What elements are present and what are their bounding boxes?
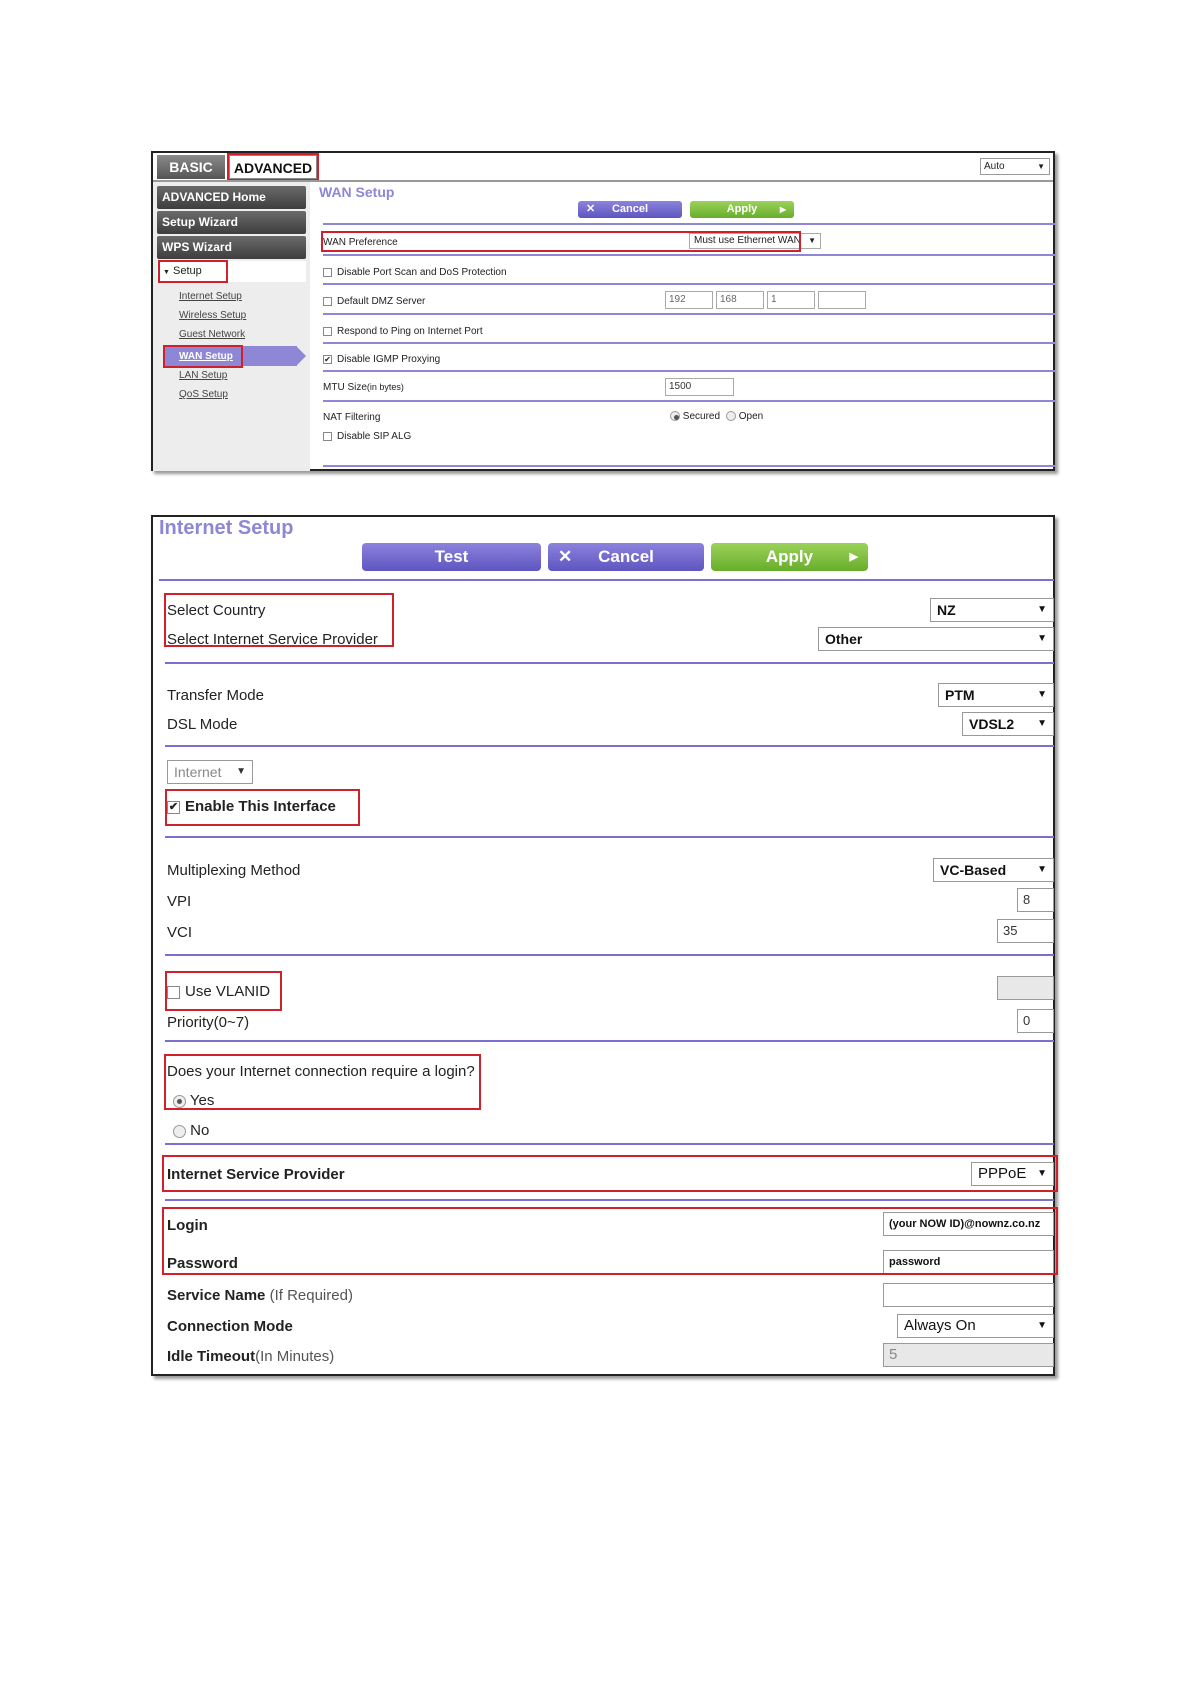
sidebar-link-guest-network[interactable]: Guest Network [179, 329, 246, 340]
tab-basic[interactable]: BASIC [157, 155, 225, 179]
chevron-down-icon: ▼ [1037, 718, 1047, 729]
test-button[interactable]: Test [362, 543, 541, 571]
sidebar-link-wan-setup[interactable]: WAN Setup [179, 351, 233, 362]
checkbox[interactable] [323, 432, 332, 441]
checkbox[interactable] [167, 986, 180, 999]
dmz-ip-octet-2[interactable]: 168 [716, 291, 764, 309]
divider [323, 342, 1055, 344]
chevron-down-icon: ▼ [1037, 1320, 1047, 1331]
divider [165, 662, 1054, 664]
vci-label: VCI [167, 924, 193, 941]
tab-advanced[interactable]: ADVANCED [229, 155, 317, 179]
login-no-radio[interactable]: No [173, 1122, 209, 1139]
idle-timeout-input[interactable]: 5 [883, 1343, 1054, 1367]
interface-select[interactable]: Internet ▼ [167, 760, 253, 784]
vci-input[interactable]: 35 [997, 919, 1054, 943]
sidebar-link-lan-setup[interactable]: LAN Setup [179, 370, 228, 381]
transfer-mode-select[interactable]: PTM ▼ [938, 683, 1054, 707]
close-icon: ✕ [558, 547, 573, 566]
chevron-down-icon: ▼ [1037, 1168, 1047, 1179]
multiplexing-label: Multiplexing Method [167, 862, 301, 879]
multiplexing-select[interactable]: VC-Based ▼ [933, 858, 1054, 882]
triangle-down-icon: ▼ [163, 269, 170, 276]
cancel-button[interactable]: ✕ Cancel [548, 543, 704, 571]
divider [323, 254, 1055, 256]
enable-interface-row[interactable]: ✔ Enable This Interface [168, 798, 336, 815]
chevron-down-icon: ▼ [1037, 604, 1047, 615]
chevron-down-icon: ▼ [1037, 864, 1047, 875]
dmz-ip-octet-1[interactable]: 192 [665, 291, 713, 309]
wan-preference-select[interactable]: Must use Ethernet WAN ▼ [689, 233, 821, 249]
priority-label: Priority(0~7) [167, 1014, 250, 1031]
sidebar-advanced-home[interactable]: ADVANCED Home [157, 186, 306, 209]
dsl-mode-select[interactable]: VDSL2 ▼ [962, 712, 1054, 736]
service-name-label: Service Name (If Required) [167, 1287, 353, 1304]
vpi-label: VPI [167, 893, 192, 910]
divider [165, 1040, 1054, 1042]
login-label: Login [167, 1217, 208, 1234]
divider [323, 283, 1055, 285]
nat-open-radio[interactable]: Open [726, 411, 763, 422]
dmz-row[interactable]: Default DMZ Server [323, 296, 425, 307]
language-select[interactable]: Auto ▼ [980, 158, 1050, 175]
divider [323, 465, 1055, 467]
page-title: Internet Setup [159, 517, 294, 539]
divider [165, 745, 1054, 747]
igmp-row[interactable]: ✔ Disable IGMP Proxying [324, 354, 441, 365]
use-vlanid-row[interactable]: Use VLANID [167, 983, 270, 1000]
transfer-mode-label: Transfer Mode [167, 687, 264, 704]
divider [323, 313, 1055, 315]
play-arrow-icon: ▶ [849, 551, 858, 563]
radio-selected[interactable] [173, 1095, 186, 1108]
select-isp-label: Select Internet Service Provider [167, 631, 378, 648]
sidebar-link-qos-setup[interactable]: QoS Setup [179, 389, 228, 400]
chevron-down-icon: ▼ [1037, 633, 1047, 644]
checkbox[interactable] [323, 268, 332, 277]
sidebar-link-internet-setup[interactable]: Internet Setup [179, 291, 242, 302]
chevron-down-icon: ▼ [236, 766, 246, 777]
divider [323, 223, 1055, 225]
checkbox-checked[interactable]: ✔ [168, 800, 179, 813]
vlanid-input[interactable] [997, 976, 1054, 1000]
login-yes-radio[interactable]: Yes [173, 1092, 214, 1109]
mtu-label: MTU Size(in bytes) [323, 382, 404, 393]
service-name-input[interactable] [883, 1283, 1054, 1307]
checkbox[interactable] [323, 297, 332, 306]
close-icon: ✕ [586, 203, 596, 215]
priority-input[interactable]: 0 [1017, 1009, 1054, 1033]
connection-mode-label: Connection Mode [167, 1318, 293, 1335]
chevron-down-icon: ▼ [808, 236, 816, 245]
page-title: WAN Setup [319, 184, 395, 200]
divider [323, 370, 1055, 372]
login-question-label: Does your Internet connection require a login? [167, 1063, 475, 1080]
mtu-input[interactable]: 1500 [665, 378, 734, 396]
disable-port-scan-row[interactable]: Disable Port Scan and DoS Protection [323, 267, 507, 278]
isp-select[interactable]: Other ▼ [818, 627, 1054, 651]
divider [165, 836, 1054, 838]
idle-timeout-label: Idle Timeout(In Minutes) [167, 1348, 335, 1365]
apply-button[interactable]: Apply ▶ [711, 543, 868, 571]
chevron-down-icon: ▼ [1037, 162, 1045, 171]
dmz-ip-octet-4[interactable] [818, 291, 866, 309]
ping-row[interactable]: Respond to Ping on Internet Port [323, 326, 483, 337]
isp-label: Internet Service Provider [167, 1166, 345, 1183]
password-label: Password [167, 1255, 238, 1272]
checkbox-checked[interactable]: ✔ [324, 354, 331, 364]
isp-protocol-select[interactable]: PPPoE ▼ [971, 1162, 1054, 1186]
sidebar-section-setup[interactable]: ▼ Setup [157, 261, 306, 282]
sidebar-setup-wizard[interactable]: Setup Wizard [157, 211, 306, 234]
divider [159, 579, 1054, 581]
radio[interactable] [173, 1125, 186, 1138]
divider [165, 1199, 1054, 1201]
nat-secured-radio[interactable]: Secured [670, 411, 720, 422]
sidebar-wps-wizard[interactable]: WPS Wizard [157, 236, 306, 259]
password-input[interactable]: password [883, 1250, 1054, 1274]
divider [165, 1143, 1054, 1145]
active-arrow-icon [296, 346, 306, 366]
nat-filtering-label: NAT Filtering [323, 412, 381, 423]
vpi-input[interactable]: 8 [1017, 888, 1054, 912]
select-country-label: Select Country [167, 602, 266, 619]
divider [323, 400, 1055, 402]
sip-alg-row[interactable]: Disable SIP ALG [323, 431, 411, 442]
country-select[interactable]: NZ ▼ [930, 598, 1054, 622]
connection-mode-select[interactable]: Always On ▼ [897, 1314, 1054, 1338]
login-input[interactable]: (your NOW ID)@nownz.co.nz [883, 1212, 1054, 1236]
wan-setup-panel [151, 151, 1055, 471]
internet-setup-panel [151, 515, 1055, 1376]
apply-button[interactable]: Apply ▶ [690, 201, 794, 218]
play-arrow-icon: ▶ [779, 205, 786, 214]
sidebar-link-wireless-setup[interactable]: Wireless Setup [179, 310, 247, 321]
checkbox[interactable] [323, 327, 332, 336]
dmz-ip-octet-3[interactable]: 1 [767, 291, 815, 309]
dsl-mode-label: DSL Mode [167, 716, 238, 733]
cancel-button[interactable]: ✕ Cancel [578, 201, 682, 218]
chevron-down-icon: ▼ [1037, 689, 1047, 700]
wan-preference-label: WAN Preference [323, 237, 398, 248]
divider [165, 954, 1054, 956]
